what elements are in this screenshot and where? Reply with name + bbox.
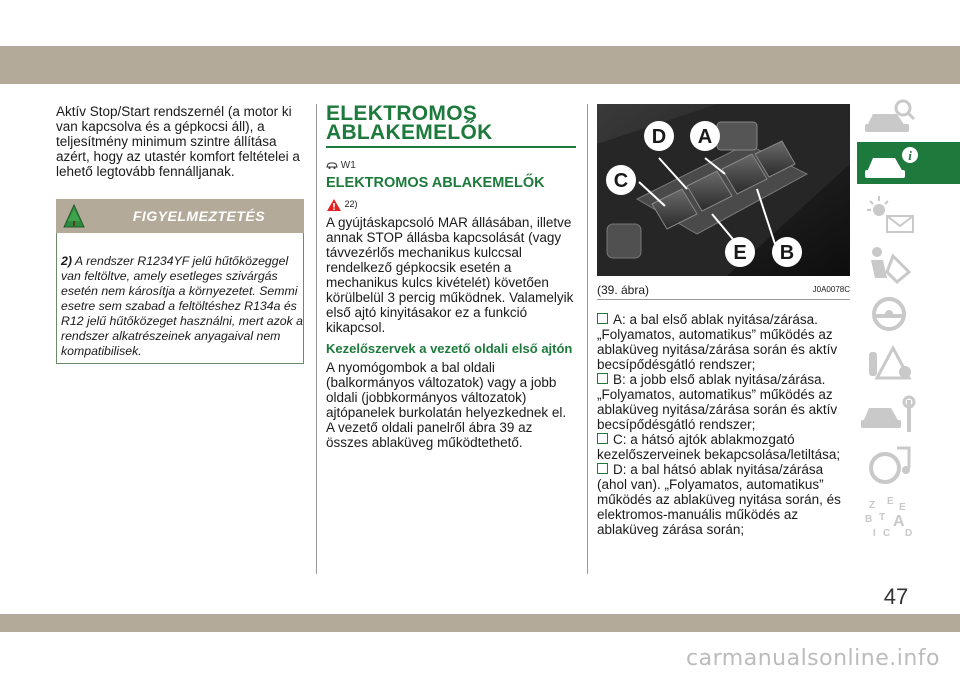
section-title xyxy=(326,104,576,142)
figure-code: J0A0078C xyxy=(812,285,850,294)
subsection-title: ELEKTROMOS ABLAKEMELŐK xyxy=(326,175,545,191)
list-item-text: A: a bal első ablak nyitása/zárása. „Folyamatos, automatikus” működés az ablaküveg nyitása/zárása során és aktív becsípődésgátló rendszer; xyxy=(597,312,838,372)
list-item xyxy=(597,372,852,432)
steering-wheel-icon[interactable] xyxy=(857,292,960,342)
environment-tree-icon xyxy=(63,204,85,228)
body-paragraph-1: A gyújtáskapcsoló MAR állásában, illetve annak STOP állásba kapcsolását (vagy távvezérlős mechanikus kulccsal rendelkező gépkocsik esetén a mechanikus kulcs kivételét) követően körülbelül 3 percig működnek. Valamelyik első ajtó kinyitásakor ez a funkció kikapcsol. xyxy=(326,215,574,335)
svg-text:E: E xyxy=(899,502,906,513)
svg-text:E: E xyxy=(887,496,894,507)
callout-c-label: C xyxy=(613,170,629,192)
top-margin xyxy=(0,0,960,46)
checkbox-bullet-icon xyxy=(597,463,608,474)
figure-caption-text: (39. ábra) xyxy=(597,283,650,297)
variant-tag-text: W1 xyxy=(340,160,356,171)
warning-reference-number: 22) xyxy=(344,199,358,209)
list-item-text: D: a bal hátsó ablak nyitása/zárása (ahol van). „Folyamatos, automatikus” működés az ablaküveg nyitása során, és elektromos-manuális működés az ablaküveg zárása során; xyxy=(597,462,841,537)
control-list xyxy=(597,312,852,537)
caption-rule xyxy=(597,299,850,300)
list-item xyxy=(597,462,852,537)
warning-title: FIGYELMEZTETÉS xyxy=(132,208,266,224)
warning-header xyxy=(56,199,304,233)
callout-a-label: A xyxy=(697,126,713,148)
title-rule xyxy=(326,146,576,148)
svg-text:I: I xyxy=(873,528,876,539)
checkbox-bullet-icon xyxy=(597,313,608,324)
left-column xyxy=(56,104,306,179)
svg-text:C: C xyxy=(883,528,891,539)
car-search-icon[interactable] xyxy=(857,92,960,142)
list-item-text: B: a jobb első ablak nyitása/zárása. „Folyamatos, automatikus” működés az ablaküveg nyitása/zárása során és aktív becsípődésgátló rendszer; xyxy=(597,372,838,432)
svg-text:A: A xyxy=(893,513,905,530)
warning-text xyxy=(61,254,303,359)
warning-reference xyxy=(326,197,576,215)
list-item xyxy=(597,312,852,372)
airbag-seat-icon[interactable] xyxy=(857,242,960,292)
callout-d-label: D xyxy=(651,126,667,148)
car-info-icon[interactable] xyxy=(857,142,960,192)
intro-paragraph: Aktív Stop/Start rendszernél (a motor ki van kapcsolva és a gépkocsi áll), a teljesítmény minimum szintre állítása azért, hogy az utastér komfort feltételei a lehető legtovább fennálljanak. xyxy=(56,104,300,179)
column-divider-2 xyxy=(587,104,588,574)
warning-triangle-icon xyxy=(326,198,342,212)
top-band xyxy=(0,46,960,84)
list-item xyxy=(597,432,852,462)
car-tag-icon xyxy=(326,160,338,170)
svg-text:T: T xyxy=(879,512,886,523)
variant-tag xyxy=(326,158,576,170)
column-divider xyxy=(316,104,317,574)
window-switch-panel-illustration xyxy=(597,104,850,276)
checkbox-bullet-icon xyxy=(597,433,608,444)
page-number: 47 xyxy=(883,584,909,609)
emergency-icon[interactable] xyxy=(857,342,960,392)
multimedia-icon[interactable] xyxy=(857,442,960,492)
controls-heading: Kezelőszervek a vezető oldali első ajtón xyxy=(326,341,573,356)
body-paragraph-2: A nyomógombok a bal oldali (balkormányos változatok) vagy a jobb oldali (jobbkormányos változatok) ajtópanelek burkolatán helyezkednek el. A vezető oldali panelről ábra 39 az összes ablaküveg működtethető. xyxy=(326,360,567,450)
svg-text:i: i xyxy=(908,148,912,163)
checkbox-bullet-icon xyxy=(597,373,608,384)
figure-39-photo xyxy=(597,104,850,276)
section-title-line2: ABLAKEMELŐK xyxy=(326,121,493,144)
svg-text:Z: Z xyxy=(869,500,876,511)
figure-caption xyxy=(597,283,850,297)
middle-column xyxy=(326,104,576,450)
car-wrench-icon[interactable] xyxy=(857,392,960,442)
callout-e-label: E xyxy=(733,242,747,264)
watermark: carmanualsonline.info xyxy=(686,646,940,671)
svg-text:D: D xyxy=(905,528,913,539)
section-title-line1: ELEKTROMOS xyxy=(326,102,478,125)
warning-number: 2) xyxy=(61,254,72,268)
list-item-text: C: a hátsó ajtók ablakmozgató kezelőszerveinek bekapcsolása/letiltása; xyxy=(597,432,841,462)
callout-b-label: B xyxy=(779,242,795,264)
warning-body: A rendszer R1234YF jelű hűtőközeggel van feltöltve, amely esetleges szivárgás esetén nem károsítja a környezetet. Semmi esetre sem szabad a feltöltéshez R134a és R12 jelű hűtőközeget használni, mert azok a rendszer alkatrészeinek anyagaival nem kompatibilisek. xyxy=(61,254,303,358)
index-icon[interactable] xyxy=(857,492,960,542)
bottom-band xyxy=(0,614,960,632)
svg-text:B: B xyxy=(865,514,873,525)
warning-lights-icon[interactable] xyxy=(857,192,960,242)
